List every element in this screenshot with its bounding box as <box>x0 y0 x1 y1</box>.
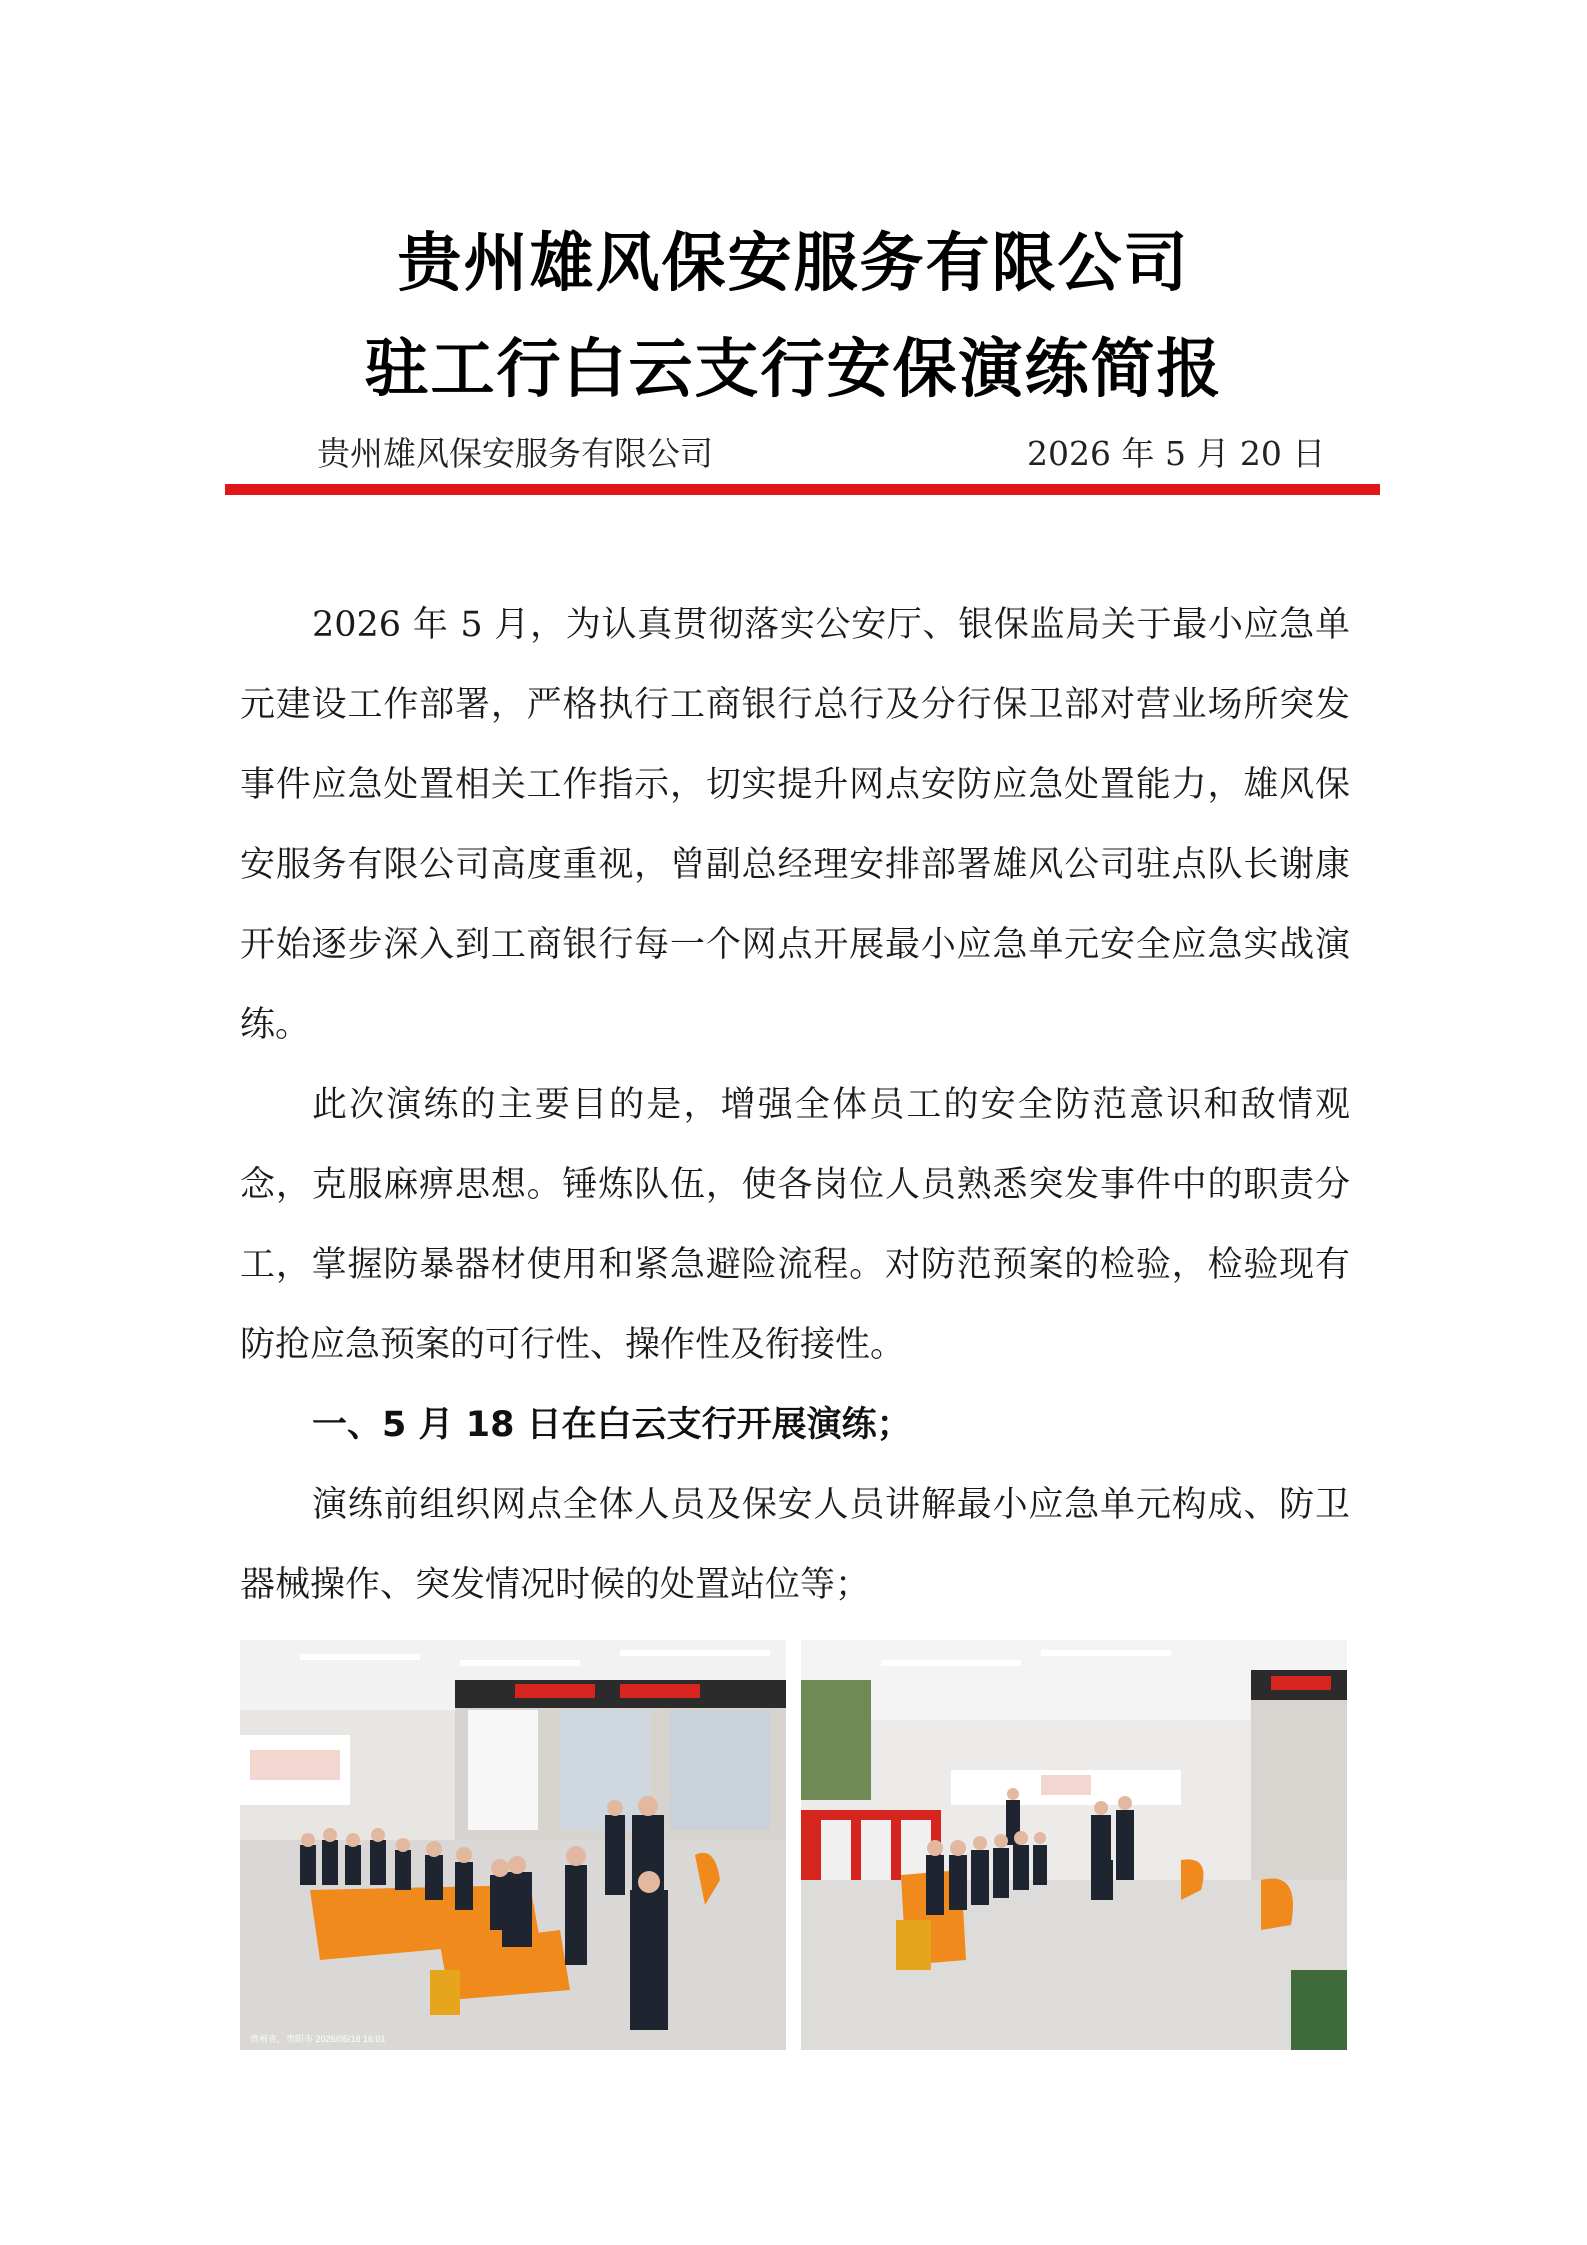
drill-photo-left <box>240 1640 786 2050</box>
red-divider-line <box>225 484 1380 495</box>
issue-date: 2026 年 5 月 20 日 <box>1027 434 1326 473</box>
drill-photo-right <box>801 1640 1347 2050</box>
section-heading-1: 一、5 月 18 日在白云支行开展演练； <box>312 1405 912 1445</box>
paragraph-intro: 2026 年 5 月，为认真贯彻落实公安厅、银保监局关于最小应急单元建设工作部署，严格执行工商银行总行及分行保卫部对营业场所突发事件应急处置相关工作指示，切实提升网点安防应急处置能力，雄风保安服务有限公司高度重视，曾副总经理安排部署雄风公司驻点队长谢康开始逐步深入到工商银行每一个网点开展最小应急单元安全应急实战演练。 <box>240 605 1350 1045</box>
document-title-line1: 贵州雄风保安服务有限公司 <box>397 227 1190 301</box>
paragraph-purpose: 此次演练的主要目的是，增强全体员工的安全防范意识和敌情观念，克服麻痹思想。锤炼队伍，使各岗位人员熟悉突发事件中的职责分工，掌握防暴器材使用和紧急避险流程。对防范预案的检验，检验现有防抢应急预案的可行性、操作性及衔接性。 <box>240 1085 1350 1365</box>
paragraph-briefing: 演练前组织网点全体人员及保安人员讲解最小应急单元构成、防卫器械操作、突发情况时候的处置站位等； <box>240 1485 1350 1605</box>
document-title-line2: 驻工行白云支行安保演练简报 <box>364 333 1223 407</box>
issuer-organization: 贵州雄风保安服务有限公司 <box>317 434 713 473</box>
photo-timestamp: 贵州省，贵阳市 2026/05/18 16:01 <box>250 2034 386 2044</box>
